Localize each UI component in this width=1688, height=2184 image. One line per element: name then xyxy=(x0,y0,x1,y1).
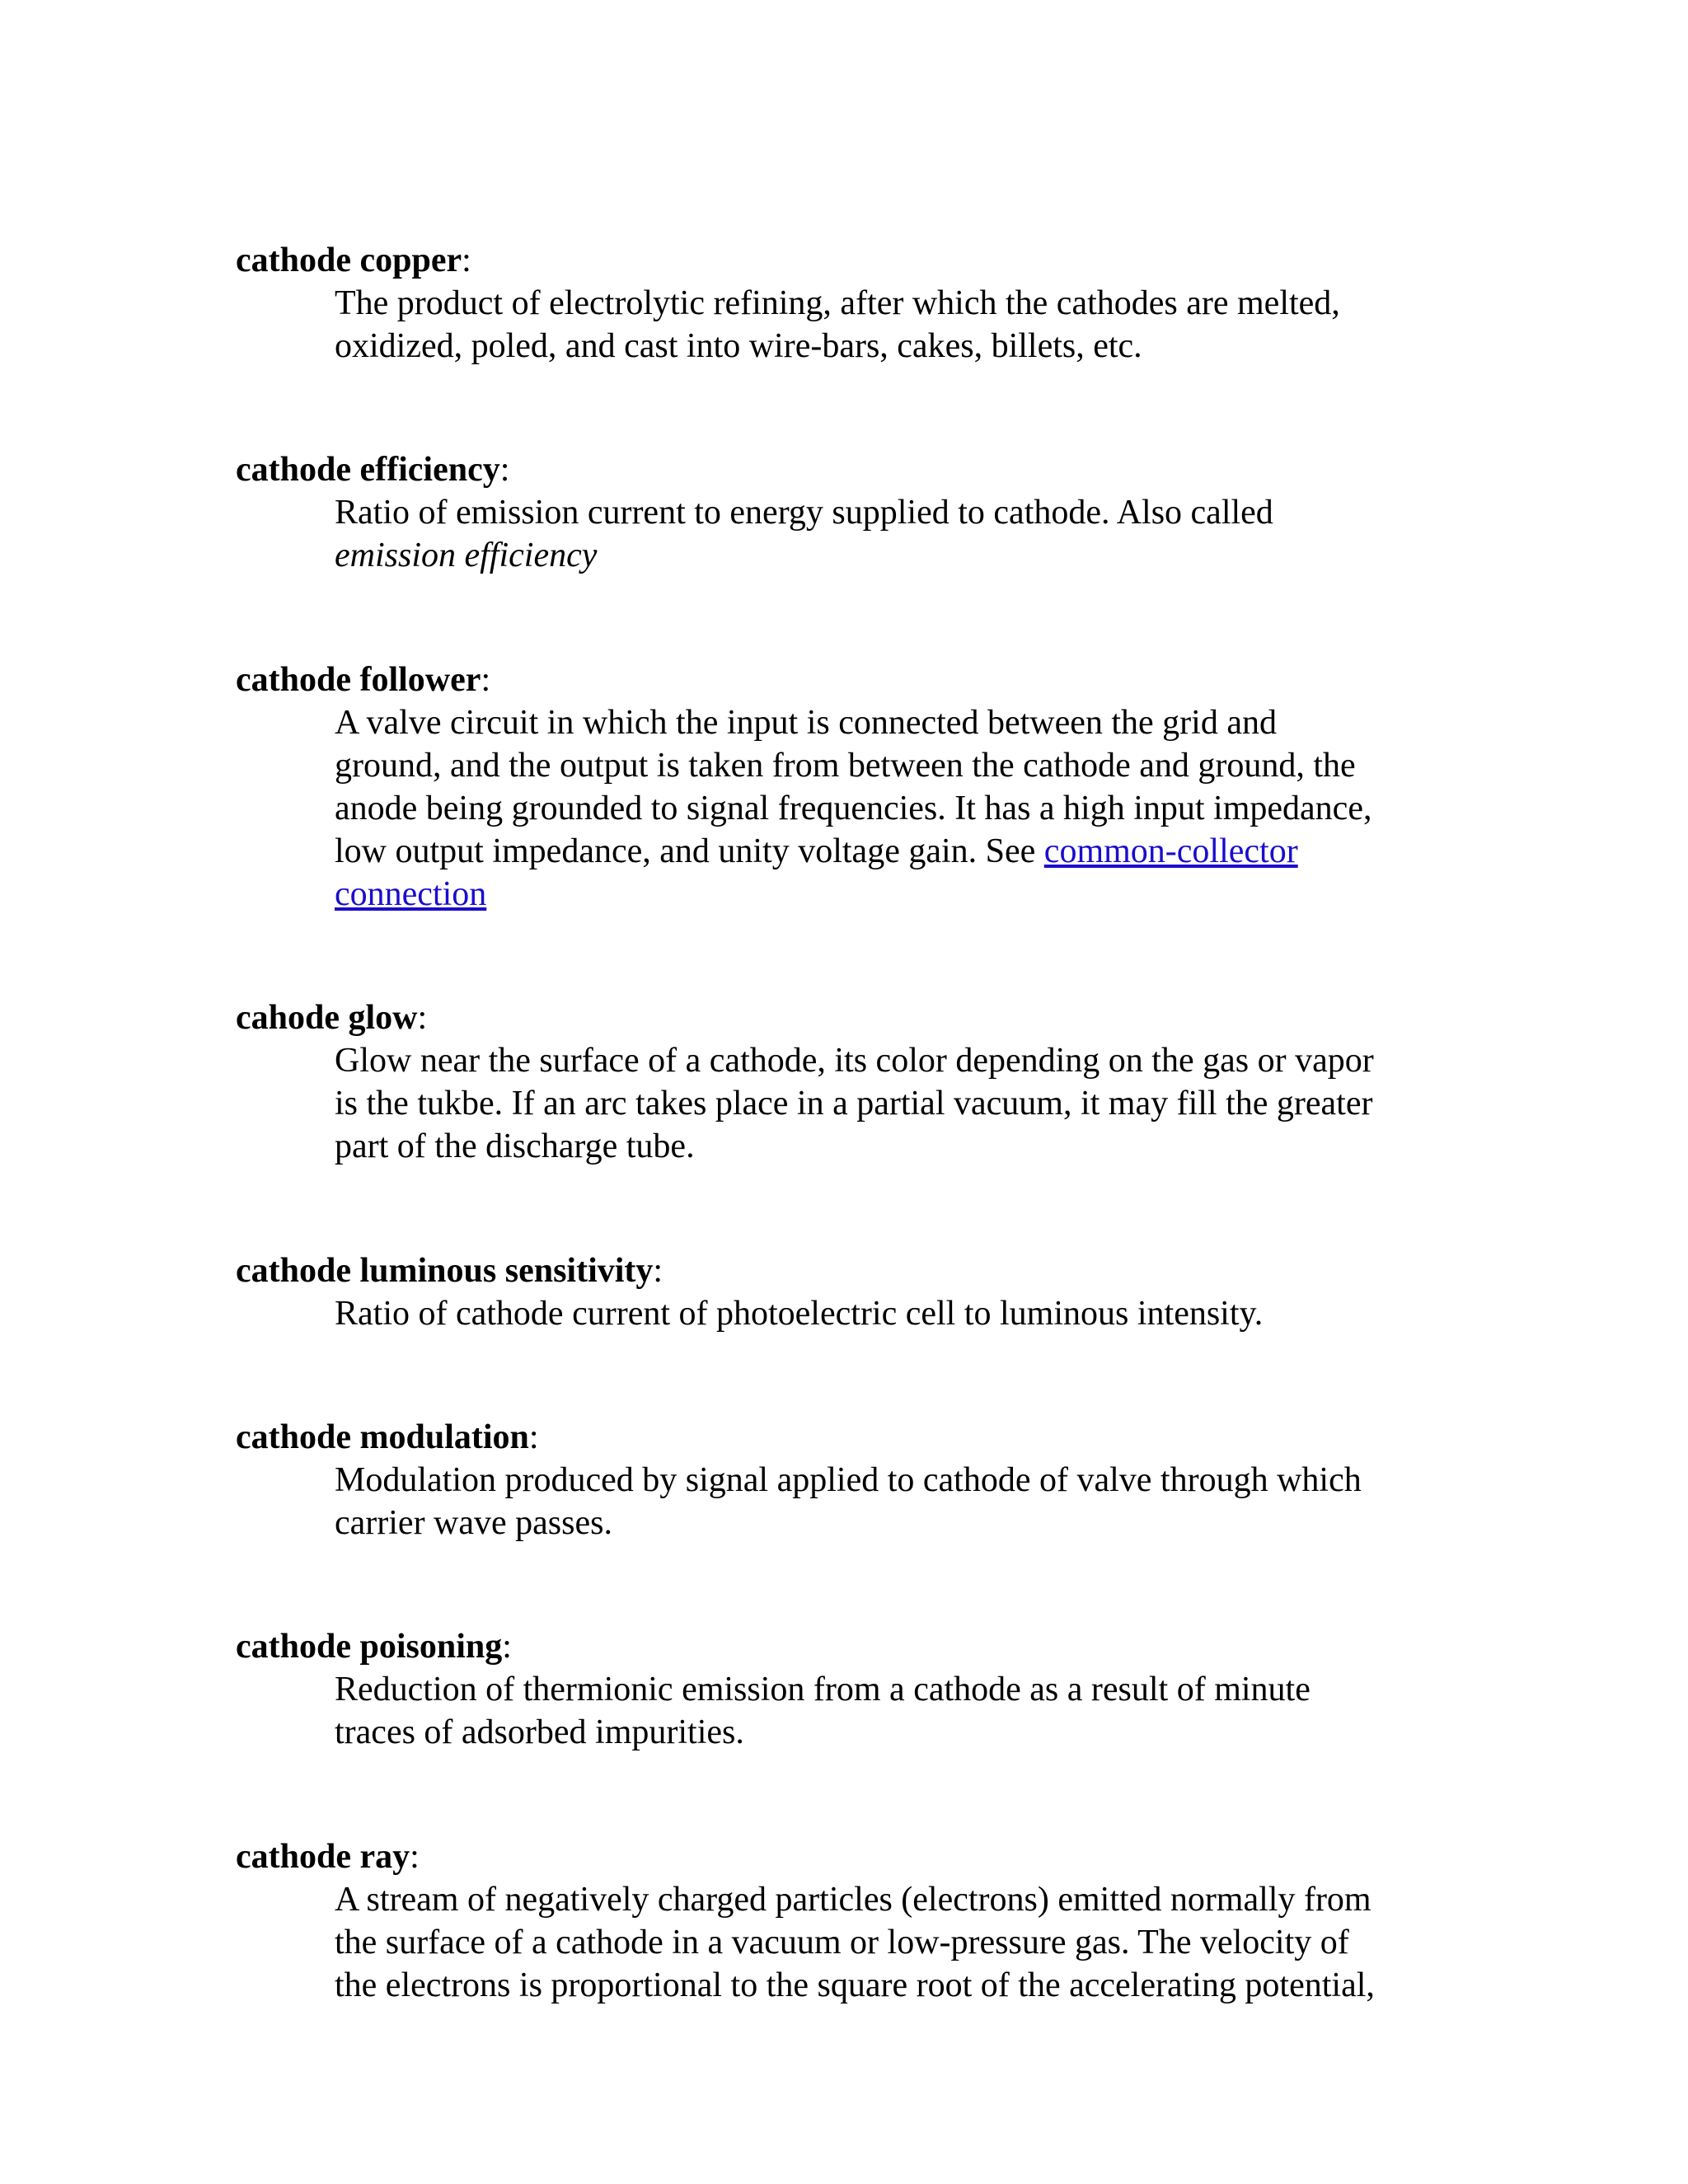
entry-term: cahode glow xyxy=(236,999,418,1037)
term-colon: : xyxy=(499,451,510,489)
entry-heading xyxy=(236,1249,1489,1292)
entry-heading xyxy=(236,1625,1489,1668)
entry-definition xyxy=(335,1459,1489,1544)
entry-definition xyxy=(335,1039,1489,1168)
glossary-entry xyxy=(236,1835,1489,2007)
entry-definition xyxy=(335,701,1489,916)
definition-line: Reduction of thermionic emission from a cathode as a result of minute xyxy=(335,1671,1311,1708)
entry-heading xyxy=(236,1835,1489,1878)
entry-heading xyxy=(236,239,1489,282)
definition-line: carrier wave passes. xyxy=(335,1504,612,1542)
term-colon: : xyxy=(528,1418,539,1456)
entry-heading xyxy=(236,658,1489,701)
term-colon: : xyxy=(481,661,491,699)
entry-definition xyxy=(335,282,1489,368)
entry-term: cathode copper xyxy=(236,241,462,279)
cross-reference-link[interactable]: connection xyxy=(335,875,487,913)
cross-reference-link[interactable]: common-collector xyxy=(1043,832,1298,870)
definition-line: part of the discharge tube. xyxy=(335,1127,695,1165)
entry-term: cathode poisoning xyxy=(236,1628,503,1666)
entry-term: cathode luminous sensitivity xyxy=(236,1252,654,1290)
entry-heading xyxy=(236,448,1489,491)
entry-term: cathode ray xyxy=(236,1838,410,1876)
definition-line: A valve circuit in which the input is connected between the grid and xyxy=(335,704,1277,742)
definition-line: Glow near the surface of a cathode, its color depending on the gas or vapor xyxy=(335,1042,1374,1080)
glossary-entry xyxy=(236,1249,1489,1335)
term-colon: : xyxy=(410,1838,420,1876)
definition-line: Modulation produced by signal applied to cathode of valve through which xyxy=(335,1461,1362,1499)
definition-line: Ratio of emission current to energy supplied to cathode. Also called xyxy=(335,494,1273,532)
term-colon: : xyxy=(417,999,428,1037)
definition-line: anode being grounded to signal frequencies. It has a high input impedance, xyxy=(335,790,1372,827)
entry-term: cathode efficiency xyxy=(236,451,500,489)
definition-line: is the tukbe. If an arc takes place in a partial vacuum, it may fill the greater xyxy=(335,1085,1373,1122)
entry-definition xyxy=(335,1878,1489,2007)
term-colon: : xyxy=(653,1252,663,1290)
definition-text: low output impedance, and unity voltage gain. See xyxy=(335,832,1044,870)
definition-line: the electrons is proportional to the square root of the accelerating potential, xyxy=(335,1966,1375,2004)
entry-term: cathode modulation xyxy=(236,1418,529,1456)
entry-term: cathode follower xyxy=(236,661,481,699)
definition-line: Ratio of cathode current of photoelectric cell to luminous intensity. xyxy=(335,1295,1264,1333)
glossary-entry xyxy=(236,658,1489,916)
entry-heading xyxy=(236,996,1489,1039)
glossary-entry xyxy=(236,239,1489,368)
entry-definition xyxy=(335,1668,1489,1754)
definition-line: oxidized, poled, and cast into wire-bars, cakes, billets, etc. xyxy=(335,327,1142,365)
definition-line: A stream of negatively charged particles (electrons) emitted normally from xyxy=(335,1881,1372,1919)
term-colon: : xyxy=(462,241,471,279)
entry-heading xyxy=(236,1416,1489,1459)
definition-line: the surface of a cathode in a vacuum or low-pressure gas. The velocity of xyxy=(335,1924,1349,1961)
definition-line: The product of electrolytic refining, after which the cathodes are melted, xyxy=(335,284,1340,322)
glossary-entry xyxy=(236,1416,1489,1544)
entry-definition xyxy=(335,1292,1489,1335)
definition-line: traces of adsorbed impurities. xyxy=(335,1713,744,1751)
glossary-entry xyxy=(236,1625,1489,1754)
definition-line xyxy=(335,873,1489,916)
glossary-entry xyxy=(236,448,1489,577)
definition-italic-term: emission efficiency xyxy=(335,537,598,574)
entry-definition xyxy=(335,491,1489,577)
definition-line: ground, and the output is taken from between the cathode and ground, the xyxy=(335,747,1356,785)
definition-line xyxy=(335,830,1489,873)
glossary-entry xyxy=(236,996,1489,1168)
term-colon: : xyxy=(502,1628,512,1666)
